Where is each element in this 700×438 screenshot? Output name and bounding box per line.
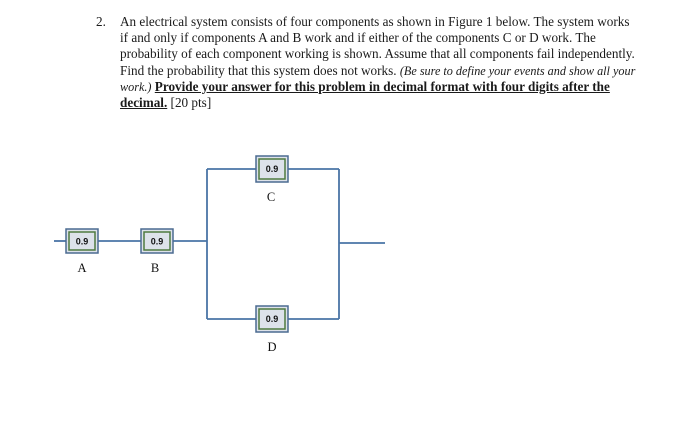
component-b xyxy=(141,229,173,275)
component-b-label: B xyxy=(150,261,160,275)
component-d-label: D xyxy=(267,340,277,354)
instruction-italic: (Be sure to define your events and show all your work.) xyxy=(120,63,636,94)
component-a-probability: 0.9 xyxy=(75,236,89,247)
component-a xyxy=(66,229,98,275)
points-label: [20 pts] xyxy=(170,95,212,111)
component-c-label: C xyxy=(266,190,276,204)
problem-number: 2. xyxy=(96,14,106,29)
component-c xyxy=(256,156,288,204)
component-d-probability: 0.9 xyxy=(265,314,279,324)
component-d xyxy=(256,306,288,354)
problem-body: An electrical system consists of four components as shown in Figure 1 below. The system works if and only if components A and B work and if either of the components C or D work. The probability of each component working is shown. Assume that all components fail independently. Find the probability that this system does not works. xyxy=(120,14,635,78)
instruction-bold: Provide your answer for this problem in decimal format with four digits after the decimal. xyxy=(120,78,610,111)
component-c-probability: 0.9 xyxy=(265,164,279,174)
component-a-label: A xyxy=(77,261,87,275)
component-b-probability: 0.9 xyxy=(150,236,164,247)
